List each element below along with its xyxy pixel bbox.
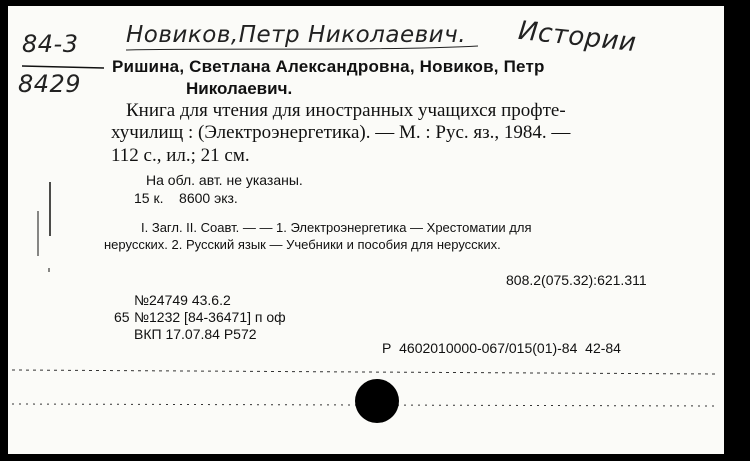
- accession-prefix: 65: [114, 309, 130, 325]
- price-and-copies: 15 к. 8600 экз.: [134, 190, 238, 206]
- title-line-2: хучилищ : (Электроэнергетика). — М. : Рус. яз., 1984. —: [111, 122, 571, 143]
- catalog-card: [8, 6, 724, 454]
- handwritten-author-note: Новиков,Петр Николаевич.: [126, 22, 467, 48]
- tracing-line-1: I. Загл. II. Соавт. — — 1. Электроэнергетика — Хрестоматии для: [141, 220, 532, 235]
- call-number-divider: [22, 66, 104, 68]
- udc-index: 808.2(075.32):621.311: [506, 272, 647, 288]
- note-authors-not-given: На обл. авт. не указаны.: [146, 172, 303, 188]
- publisher-code: Р 4602010000-067/015(01)-84 42-84: [382, 340, 621, 356]
- bottom-rule: [12, 370, 716, 374]
- accession-line-3: ВКП 17.07.84 Р572: [134, 326, 257, 342]
- punch-hole: [355, 379, 399, 423]
- accession-line-1: №24749 43.6.2: [134, 292, 231, 308]
- handwritten-corner-note: Истории: [516, 15, 638, 59]
- title-line-3: 112 с., ил.; 21 см.: [111, 145, 250, 166]
- authors-heading: Ришина, Светлана Александровна, Новиков, Петр: [112, 57, 545, 76]
- authors-heading-cont: Николаевич.: [186, 79, 293, 98]
- call-number-top: 84-3: [22, 30, 79, 58]
- call-number-bottom: 8429: [18, 70, 82, 98]
- title-line-1: Книга для чтения для иностранных учащихся профте-: [126, 100, 566, 121]
- accession-line-2: №1232 [84-36471] п оф: [134, 309, 286, 325]
- tracing-line-2: нерусских. 2. Русский язык — Учебники и пособия для нерусских.: [104, 237, 501, 252]
